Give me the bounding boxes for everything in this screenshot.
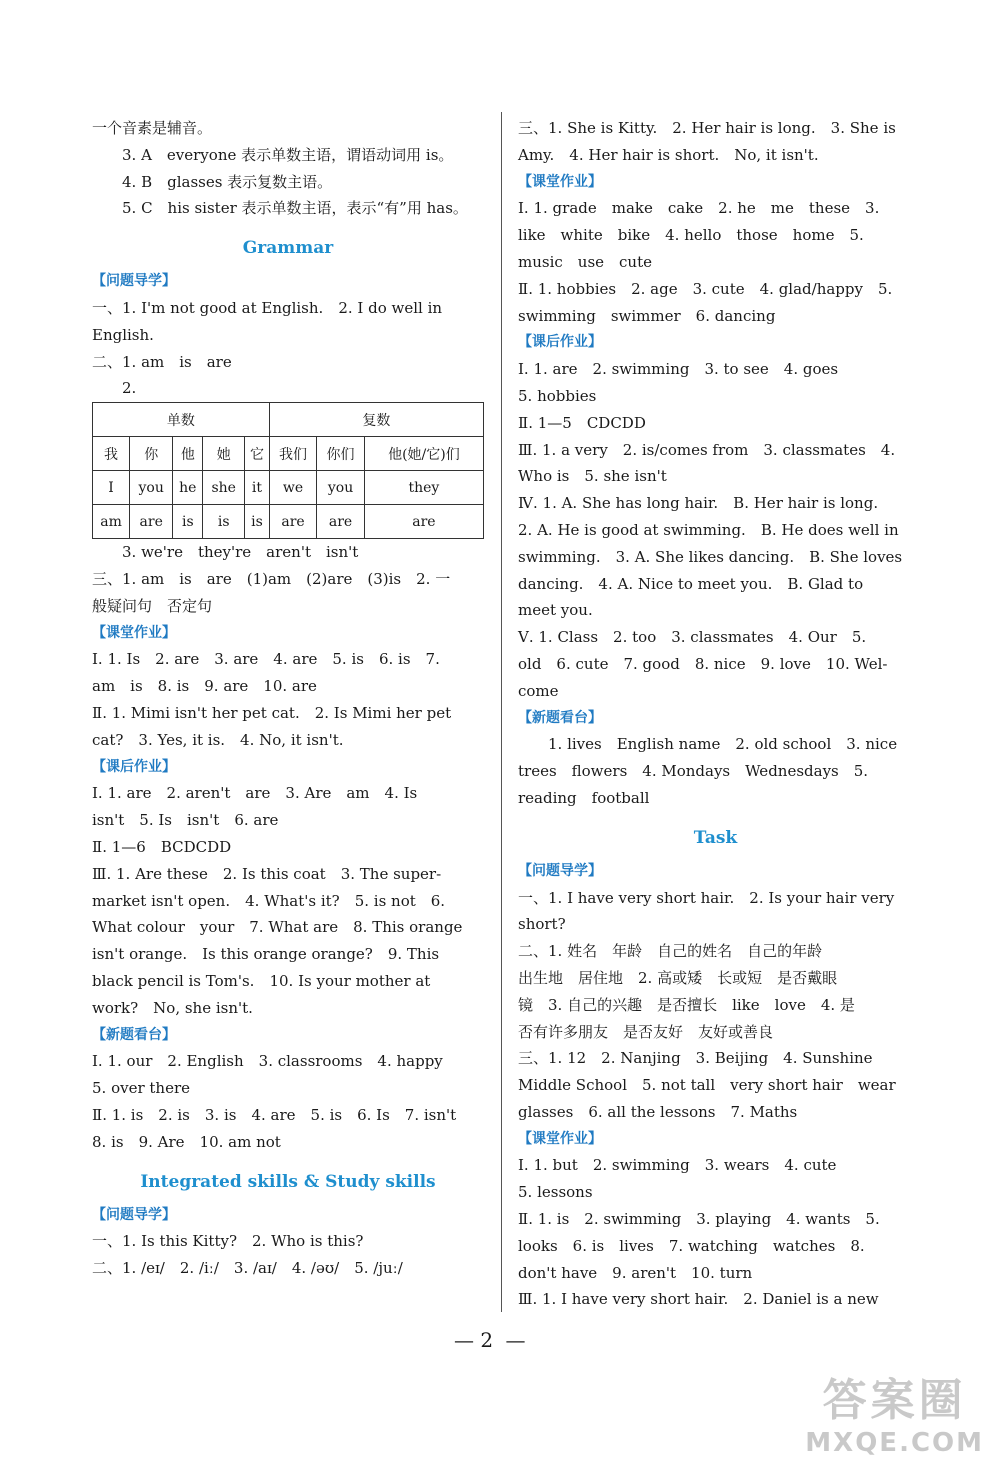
answer-line: 5. lessons (518, 1183, 593, 1202)
answer-line: Ⅱ. 1. hobbies 2. age 3. cute 4. glad/happy 5. (518, 279, 893, 298)
answer-line: am is 8. is 9. are 10. are (92, 677, 317, 696)
answer-line: Ⅱ. 1. Mimi isn't her pet cat. 2. Is Mimi her pet (92, 703, 452, 722)
answer-line: 一、1. I have very short hair. 2. Is your hair very (518, 888, 895, 907)
answer-line: Ⅱ. 1. is 2. is 3. is 4. are 5. is 6. Is 7. isn't (92, 1105, 457, 1124)
section-heading-grammar: Grammar (242, 238, 334, 259)
answer-line: Ⅲ. 1. a very 2. is/comes from 3. classmates 4. (518, 440, 896, 459)
right-column (518, 115, 913, 1313)
answer-line: 5. hobbies (518, 386, 597, 405)
table-cell: I (93, 471, 130, 505)
section-tag: 【课堂作业】 (92, 624, 176, 641)
answer-line: Ⅲ. 1. I have very short hair. 2. Daniel is a new (518, 1290, 879, 1309)
table-header-plural: 复数 (269, 403, 483, 437)
table-cell: are (130, 505, 173, 539)
answer-line: swimming swimmer 6. dancing (518, 306, 776, 325)
table-cell: 你们 (317, 437, 365, 471)
table-cell: you (130, 471, 173, 505)
answer-line: cat? 3. Yes, it is. 4. No, it isn't. (92, 730, 344, 749)
answer-line: don't have 9. aren't 10. turn (518, 1263, 753, 1282)
answer-line: 三、1. She is Kitty. 2. Her hair is long. 3. She is (518, 119, 896, 137)
answer-line: Ⅱ. 1—6 BCDCDD (92, 837, 232, 856)
answer-line: 3. we're they're aren't isn't (122, 543, 359, 562)
answer-line: reading football (518, 788, 650, 807)
answer-line: music use cute (518, 252, 652, 271)
section-tag: 【新题看台】 (518, 709, 602, 726)
answer-line: 5. C his sister 表示单数主语，表示“有”用 has。 (122, 199, 468, 218)
answer-line: Amy. 4. Her hair is short. No, it isn't. (518, 145, 819, 164)
table-cell: we (269, 471, 317, 505)
answer-line: 般疑问句 否定句 (92, 596, 213, 615)
answer-line: 二、1. 姓名 年龄 自己的姓名 自己的年龄 (518, 942, 823, 961)
table-cell: are (364, 505, 483, 539)
answer-line: Ⅳ. 1. A. She has long hair. B. Her hair is long. (518, 494, 879, 513)
table-cell: 它 (245, 437, 270, 471)
table-label: 2. (122, 379, 137, 398)
table-header-row (93, 403, 484, 437)
pronoun-table (92, 402, 484, 539)
answer-line: Ⅰ. 1. but 2. swimming 3. wears 4. cute (518, 1156, 837, 1175)
answer-line: glasses 6. all the lessons 7. Maths (518, 1102, 798, 1121)
watermark (805, 1364, 984, 1458)
answer-line: isn't 5. Is isn't 6. are (92, 811, 279, 830)
table-cell: are (269, 505, 317, 539)
answer-line: dancing. 4. A. Nice to meet you. B. Glad to (518, 574, 864, 593)
answer-line: 二、1. am is are (92, 352, 232, 371)
answer-line: What colour your 7. What are 8. This orange (92, 918, 463, 937)
column-divider (501, 112, 502, 1312)
table-cell: it (245, 471, 270, 505)
answer-line: come (518, 681, 559, 700)
section-tag: 【课后作业】 (518, 334, 602, 351)
table-cell: they (364, 471, 483, 505)
table-cell: you (317, 471, 365, 505)
answer-line: market isn't open. 4. What's it? 5. is not 6. (92, 891, 446, 910)
answer-line: Ⅴ. 1. Class 2. too 3. classmates 4. Our 5. (518, 628, 867, 647)
table-cell: 你 (130, 437, 173, 471)
section-tag: 【新题看台】 (92, 1026, 176, 1043)
answer-line: 三、1. am is are (1)am (2)are (3)is 2. 一 (92, 569, 451, 588)
answer-line: Ⅰ. 1. are 2. swimming 3. to see 4. goes (518, 360, 839, 379)
answer-line: Middle School 5. not tall very short hair wear (518, 1076, 896, 1095)
table-cell: 他 (173, 437, 203, 471)
table-cell: 我 (93, 437, 130, 471)
answer-line: swimming. 3. A. She likes dancing. B. She loves (518, 547, 903, 566)
answer-line: like white bike 4. hello those home 5. (518, 226, 864, 245)
answer-line: trees flowers 4. Mondays Wednesdays 5. (518, 762, 869, 781)
answer-line: Ⅰ. 1. our 2. English 3. classrooms 4. happy (92, 1052, 443, 1071)
answer-line: 2. A. He is good at swimming. B. He does well in (518, 520, 899, 539)
table-cell: is (173, 505, 203, 539)
table-row-verbs (93, 505, 484, 539)
answer-line: meet you. (518, 601, 593, 620)
table-cell: 他(她/它)们 (364, 437, 483, 471)
dash-icon: — (499, 1328, 526, 1352)
answer-line: 三、1. 12 2. Nanjing 3. Beijing 4. Sunshine (518, 1049, 873, 1068)
section-heading-task: Task (693, 827, 738, 848)
table-cell: are (317, 505, 365, 539)
left-column (92, 115, 484, 1282)
section-tag: 【课后作业】 (92, 758, 176, 775)
section-tag: 【问题导学】 (92, 1206, 176, 1223)
watermark-url: MXQE.COM (805, 1428, 984, 1458)
answer-line: 二、1. /eɪ/ 2. /iː/ 3. /aɪ/ 4. /əʊ/ 5. /juː/ (92, 1259, 403, 1278)
table-row-pronouns (93, 437, 484, 471)
table-cell: he (173, 471, 203, 505)
answer-line: 出生地 居住地 2. 高或矮 长或短 是否戴眼 (518, 968, 838, 987)
section-tag: 【问题导学】 (518, 862, 602, 879)
answer-line: work? No, she isn't. (92, 998, 253, 1017)
answer-line: 3. A everyone 表示单数主语，谓语动词用 is。 (122, 145, 454, 164)
answer-line: looks 6. is lives 7. watching watches 8. (518, 1236, 865, 1255)
answer-line: Ⅱ. 1—5 CDCDD (518, 413, 646, 432)
answer-line: 镜 3. 自己的兴趣 是否擅长 like love 4. 是 (518, 995, 855, 1014)
table-row-subjects (93, 471, 484, 505)
table-cell: is (203, 505, 245, 539)
answer-line: Who is 5. she isn't (518, 467, 667, 486)
answer-line: 否有许多朋友 是否友好 友好或善良 (518, 1022, 774, 1041)
answer-line: old 6. cute 7. good 8. nice 9. love 10. Wel- (518, 654, 888, 673)
dash-icon: — (454, 1328, 481, 1352)
section-tag: 【问题导学】 (92, 273, 176, 290)
answer-line: 一、1. I'm not good at English. 2. I do well in (92, 298, 443, 317)
table-cell: is (245, 505, 270, 539)
section-tag: 【课堂作业】 (518, 173, 602, 190)
answer-line: isn't orange. Is this orange orange? 9. This (92, 945, 440, 964)
table-cell: she (203, 471, 245, 505)
table-cell: 我们 (269, 437, 317, 471)
table-cell: am (93, 505, 130, 539)
answer-line: Ⅲ. 1. Are these 2. Is this coat 3. The super- (92, 864, 442, 883)
answer-line: 1. lives English name 2. old school 3. nice (548, 735, 898, 754)
answer-line: Ⅱ. 1. is 2. swimming 3. playing 4. wants 5. (518, 1210, 880, 1229)
answer-line: black pencil is Tom's. 10. Is your mother at (92, 971, 431, 990)
answer-line: 4. B glasses 表示复数主语。 (122, 172, 333, 191)
answer-line: 5. over there (92, 1079, 191, 1098)
answer-line: Ⅰ. 1. Is 2. are 3. are 4. are 5. is 6. is 7. (92, 650, 440, 669)
section-heading-integrated-skills: Integrated skills & Study skills (140, 1171, 436, 1192)
answer-line: 一、1. Is this Kitty? 2. Who is this? (92, 1232, 364, 1251)
answer-line: Ⅰ. 1. are 2. aren't are 3. Are am 4. Is (92, 784, 418, 803)
answer-line: Ⅰ. 1. grade make cake 2. he me these 3. (518, 199, 880, 218)
table-cell: 她 (203, 437, 245, 471)
page-number (454, 1328, 525, 1352)
page-number-value: 2 (480, 1328, 500, 1352)
table-header-singular: 单数 (93, 403, 270, 437)
answer-line: 8. is 9. Are 10. am not (92, 1132, 281, 1151)
answer-line: 一个音素是辅音。 (92, 119, 213, 137)
answer-line: short? (518, 915, 566, 934)
section-tag: 【课堂作业】 (518, 1130, 602, 1147)
answer-line: English. (92, 325, 154, 344)
watermark-logo-text: 答案圈 (822, 1375, 967, 1426)
